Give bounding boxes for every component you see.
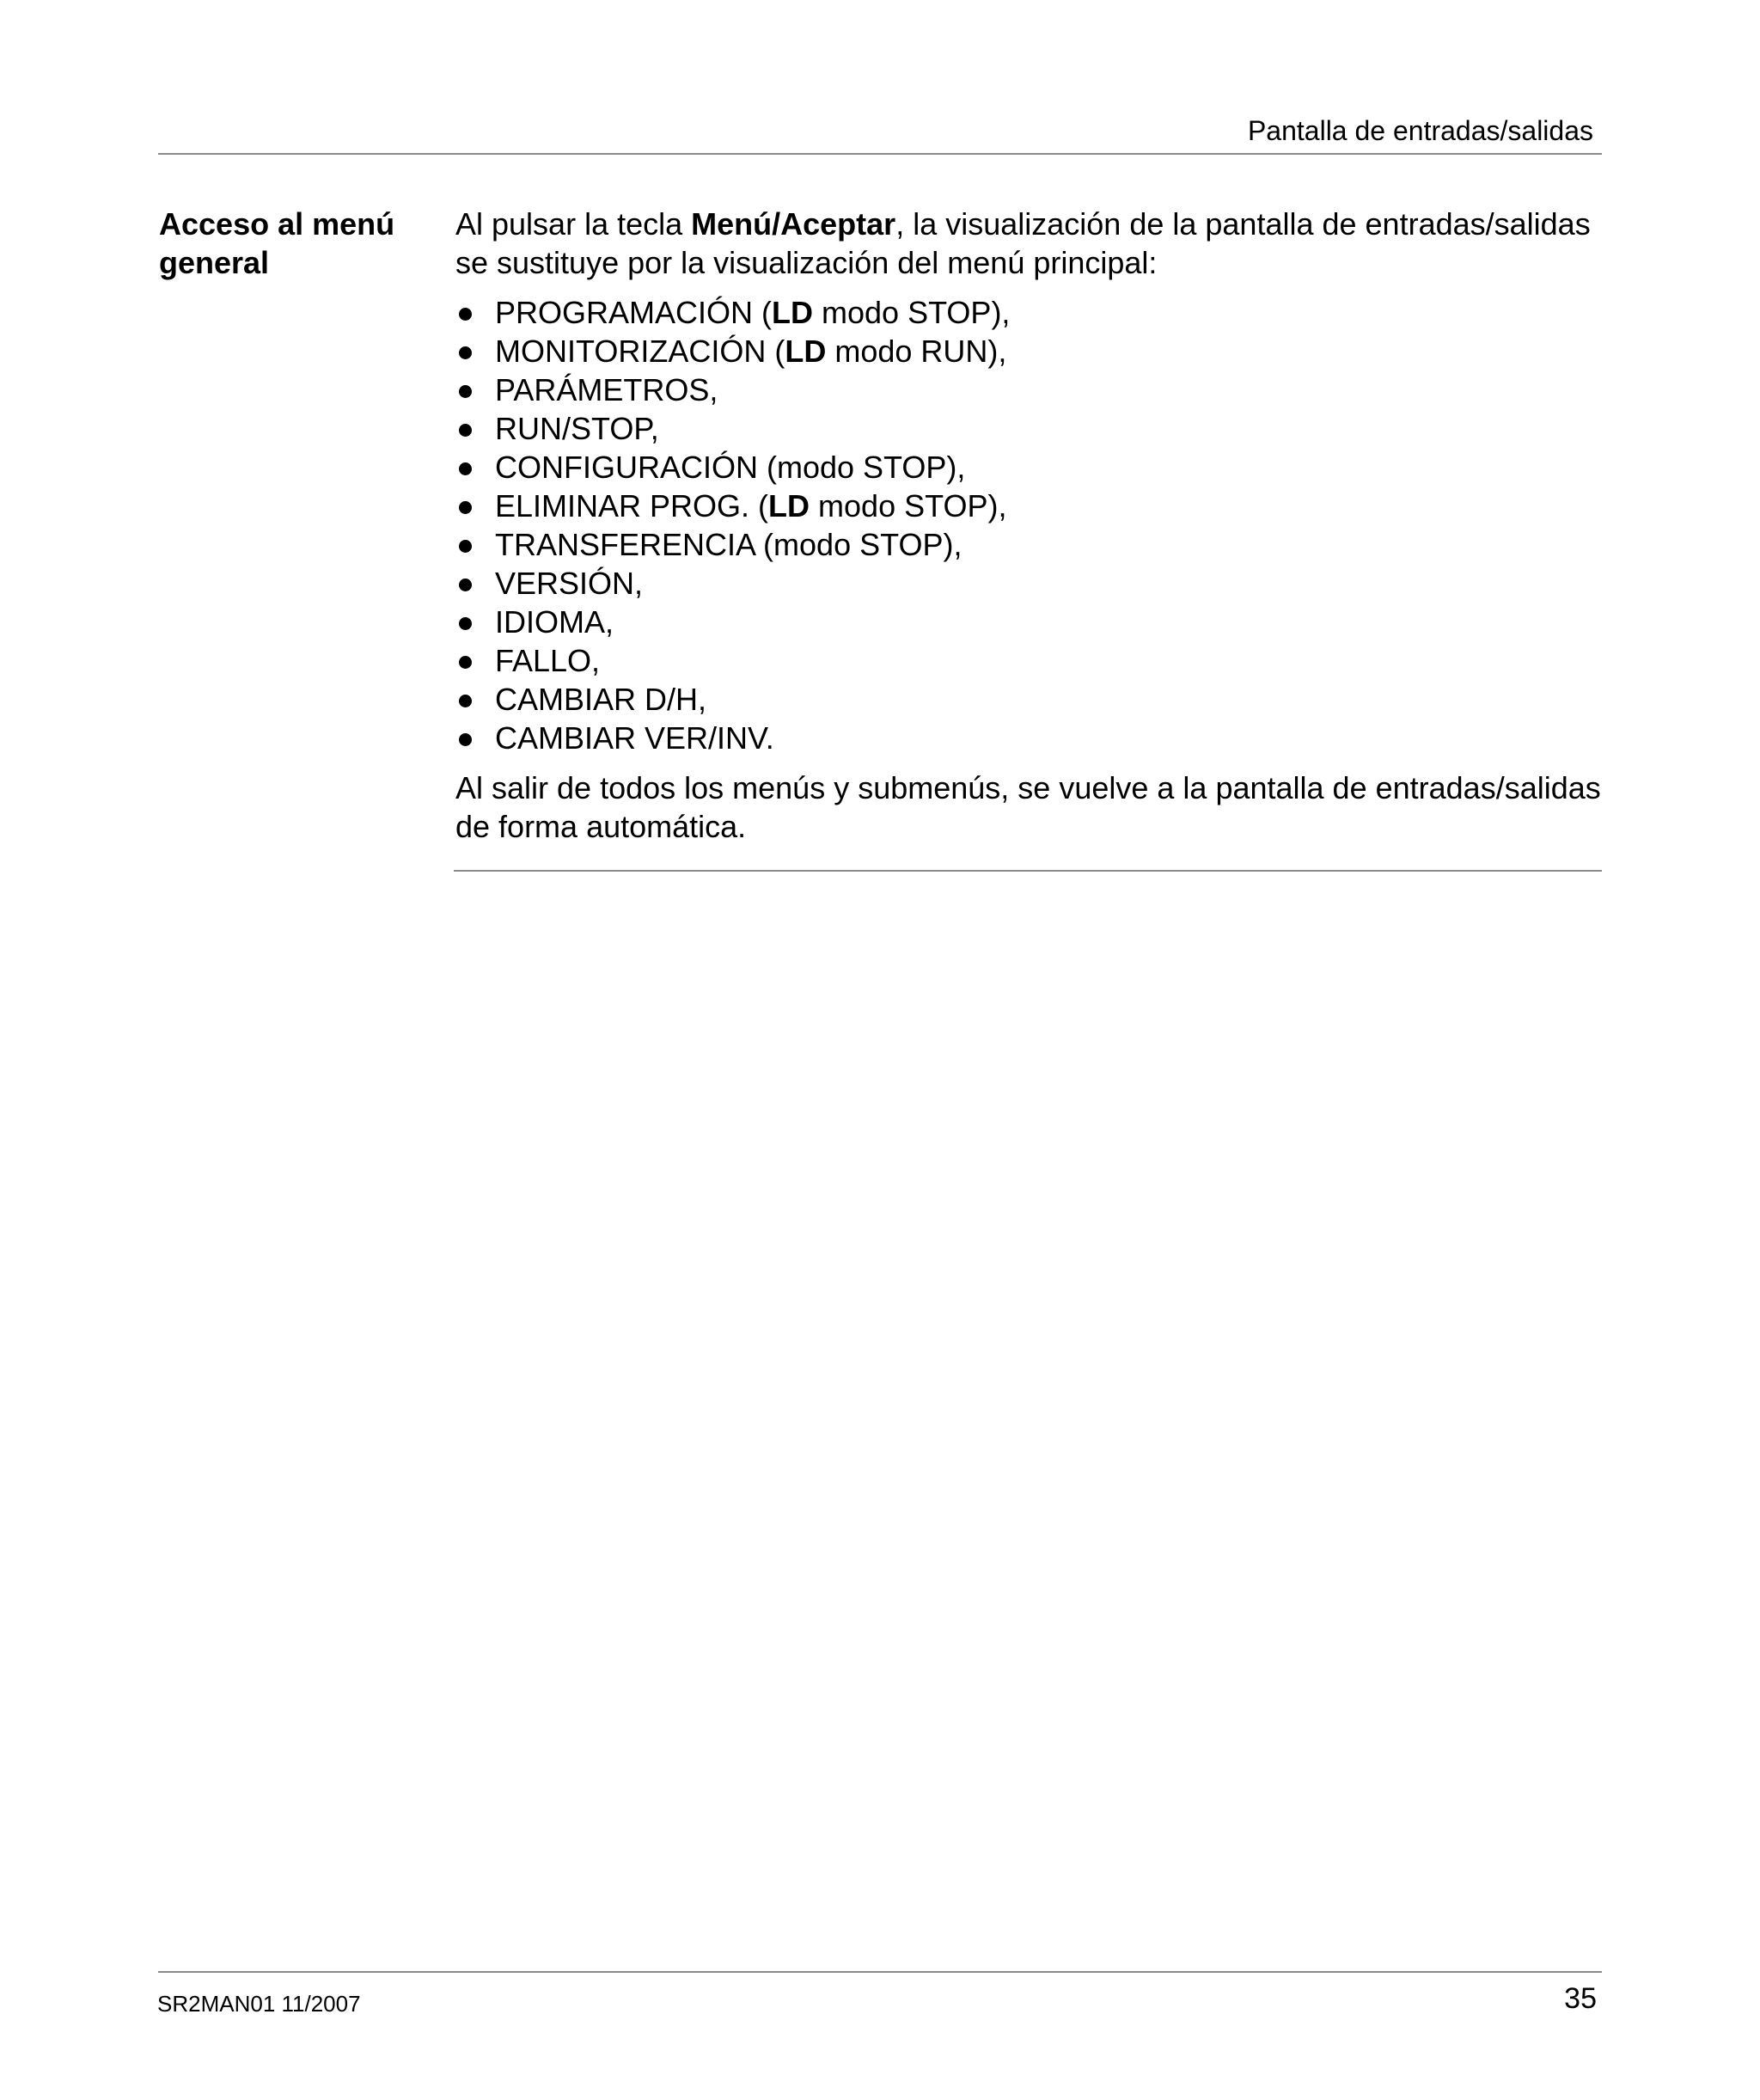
- section-heading-line-2: general: [159, 245, 270, 280]
- outro-paragraph: Al salir de todos los menús y submenús, se vuelve a la pantalla de entradas/salidas de forma automática.: [455, 770, 1601, 844]
- bullet-icon: [459, 462, 472, 475]
- intro-paragraph: [455, 205, 1602, 282]
- section-body: [455, 205, 1602, 846]
- main-menu-list: [455, 293, 1602, 757]
- list-item: CAMBIAR VER/INV.: [455, 719, 1602, 757]
- running-header: Pantalla de entradas/salidas: [1247, 115, 1593, 146]
- intro-text-after: , la visualización de la pantalla de entradas/salidas se sustituye por la visualización del menú principal:: [455, 206, 1591, 280]
- footer-divider: [158, 1971, 1602, 1973]
- bullet-icon: [459, 540, 472, 553]
- key-name: Menú/Aceptar: [691, 206, 896, 242]
- list-item: PARÁMETROS,: [455, 370, 1602, 409]
- list-item: IDIOMA,: [455, 603, 1602, 641]
- intro-text-before: Al pulsar la tecla: [455, 206, 692, 242]
- list-item: TRANSFERENCIA (modo STOP),: [455, 525, 1602, 564]
- bullet-icon: [459, 733, 472, 746]
- bullet-icon: [459, 656, 472, 669]
- list-item: VERSIÓN,: [455, 564, 1602, 603]
- list-item: FALLO,: [455, 641, 1602, 680]
- list-item: ELIMINAR PROG. (LD modo STOP),: [455, 487, 1602, 525]
- list-item: RUN/STOP,: [455, 409, 1602, 448]
- section-divider: [454, 870, 1602, 872]
- document-reference: SR2MAN01 11/2007: [157, 1991, 361, 2017]
- page-number: 35: [1564, 1982, 1597, 2015]
- bullet-icon: [459, 308, 472, 321]
- bullet-icon: [459, 579, 472, 591]
- list-item: PROGRAMACIÓN (LD modo STOP),: [455, 293, 1602, 332]
- bullet-icon: [459, 695, 472, 707]
- section-heading: [159, 205, 434, 282]
- header-divider: [158, 153, 1602, 155]
- list-item: CAMBIAR D/H,: [455, 680, 1602, 719]
- bullet-icon: [459, 617, 472, 630]
- section-heading-line-1: Acceso al menú: [159, 206, 395, 242]
- bullet-icon: [459, 346, 472, 359]
- bullet-icon: [459, 424, 472, 437]
- bullet-icon: [459, 385, 472, 398]
- list-item: CONFIGURACIÓN (modo STOP),: [455, 448, 1602, 487]
- list-item: MONITORIZACIÓN (LD modo RUN),: [455, 332, 1602, 370]
- bullet-icon: [459, 501, 472, 514]
